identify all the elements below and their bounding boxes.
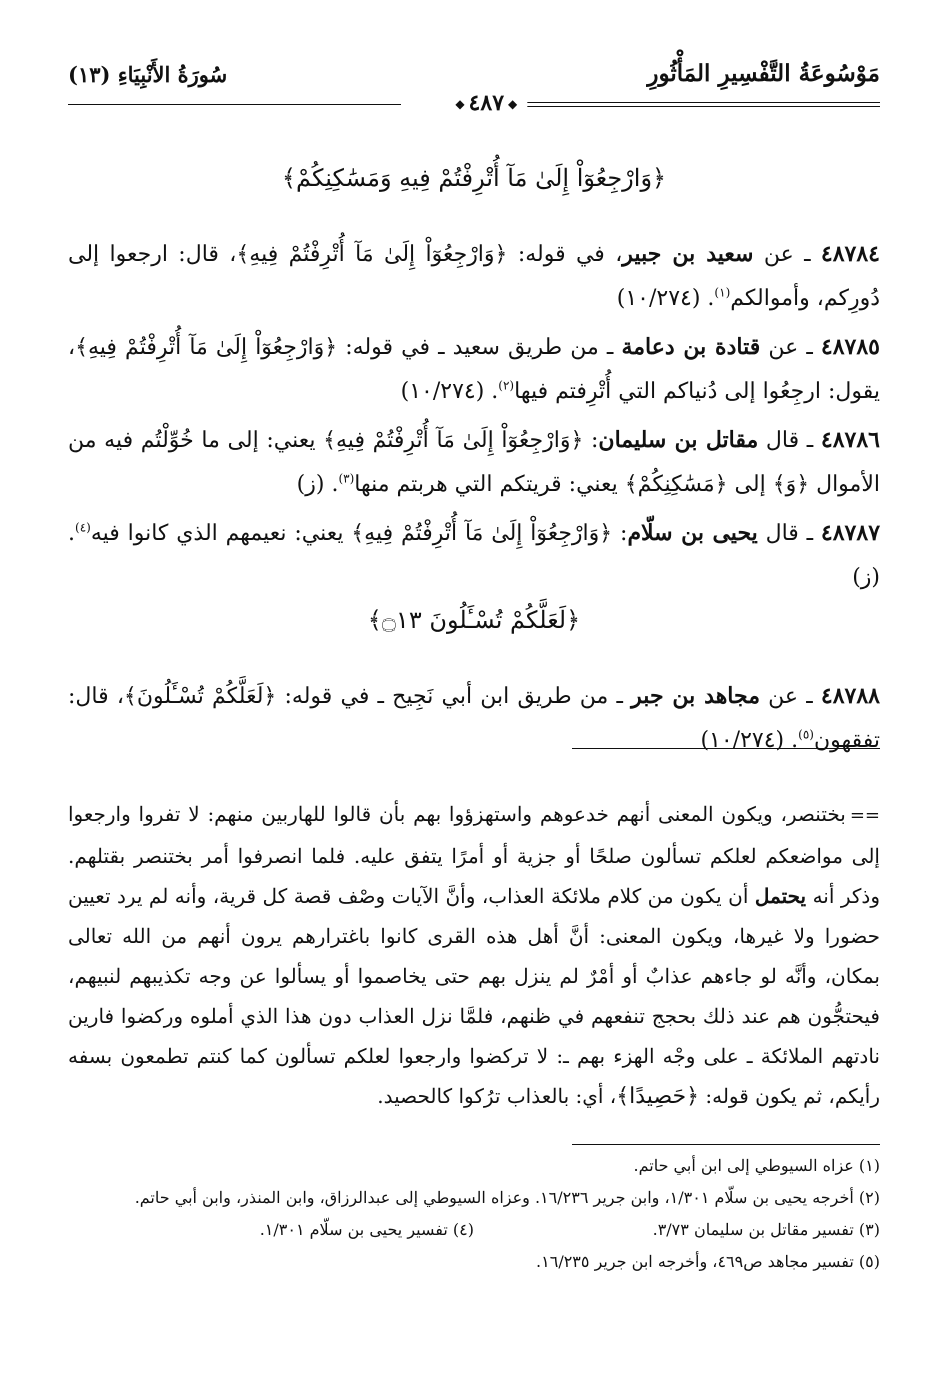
entries-list-2 xyxy=(68,674,880,767)
verse-heading: ﴿وَارْجِعُوٓاْ إِلَىٰ مَآ أُتْرِفْتُمْ فِيهِ وَمَسَٰكِنِكُمْ﴾ xyxy=(281,164,667,192)
entry-text: يعني: نعيمهم الذي كانوا فيه xyxy=(90,521,352,546)
entry-number: ٤٨٧٨٦ xyxy=(820,427,880,453)
quran-quote: ﴿وَارْجِعُوٓاْ إِلَىٰ مَآ أُتْرِفْتُمْ فِيهِ﴾ xyxy=(236,242,508,267)
entry-48785 xyxy=(68,325,880,414)
entry-text: ، يقول: ارجِعُوا إلى دُنياكم التي أُتْرِفتم فيها xyxy=(68,335,880,404)
entry-48784 xyxy=(68,232,880,321)
quran-quote: ﴿وَارْجِعُوٓاْ إِلَىٰ مَآ أُتْرِفْتُمْ فِيهِ﴾ xyxy=(323,428,584,453)
narrator-name: سعيد بن جبير xyxy=(622,241,754,267)
entry-48787 xyxy=(68,511,880,600)
footnote-ref: (٥) xyxy=(798,727,814,742)
entry-48786 xyxy=(68,418,880,507)
commentary-text: بختنصر، ويكون المعنى أنهم خدعوهم واستهزؤوا بهم بأن قالوا للهاربين منهم: لا تفروا وارجعوا إلى مواضعكم لعلكم تسألون صلحًا أو جزية أو أمرًا يتفق عليه. فلما انصرفوا أمر بختنصر بقتلهم. وذكر أنه xyxy=(68,802,880,908)
entry-text: ـ عن xyxy=(760,335,821,360)
entry-ref: . (١٠/٢٧٤) xyxy=(400,379,499,404)
footnote-1: (١) عزاه السيوطي إلى ابن أبي حاتم. xyxy=(633,1156,880,1175)
entry-number: ٤٨٧٨٤ xyxy=(820,241,880,267)
entry-number: ٤٨٧٨٥ xyxy=(820,334,880,360)
page xyxy=(68,0,880,1377)
ornament-icon: ◆ xyxy=(508,97,518,111)
entry-text: ـ من طريق سعيد ـ في قوله: xyxy=(337,335,622,360)
entry-ref: . (ز) xyxy=(296,472,339,497)
entry-ref: . (١٠/٢٧٤) xyxy=(700,728,799,753)
quran-quote: ﴿وَارْجِعُوٓاْ إِلَىٰ مَآ أُتْرِفْتُمْ فِيهِ﴾ xyxy=(75,335,338,360)
entry-text: ـ عن xyxy=(759,684,821,709)
page-header xyxy=(68,60,880,116)
entry-text: : xyxy=(583,428,599,453)
commentary-text: أن يكون من كلام ملائكة العذاب، وأنَّ الآيات وصْف قصة كل قرية، وأنه لم يرد تعيين حضورا ولا غيرها، ويكون المعنى: أنَّ أهل هذه القرى كانوا باغترارهم يرون أنهم من الله تعالى بمكان، وأنَّه لو جاءهم عذابٌ أو أمْرٌ لم ينزل بهم حتى يخاصموا أو يسألوا عن وجه تكذيبهم لنبيهم، فيحتجُّون هم عند ذلك بحجج تنفعهم في ظنهم، فلمَّا نزل العذاب دون هذا الذي أملوه وركضوا فارين نادتهم الملائكة ـ على وجْه الهزء بهم ـ: لا تركضوا وارجعوا لعلكم تسألون كما كنتم تطمعون بسفه رأيكم، ثم يكون قوله: xyxy=(68,884,880,1108)
footnote-4: (٤) تفسير يحيى بن سلّام ١/٣٠١. xyxy=(259,1220,474,1239)
entries-list xyxy=(68,232,880,604)
narrator-name: قتادة بن دعامة xyxy=(621,334,761,360)
ornament-icon: ◆ xyxy=(455,97,465,111)
footnote-ref: (١) xyxy=(714,285,731,300)
entry-ref: . (١٠/٢٧٤) xyxy=(616,286,715,311)
footnote-3: (٣) تفسير مقاتل بن سليمان ٣/٧٣. xyxy=(652,1220,880,1239)
continued-commentary xyxy=(68,794,880,1117)
footnote-ref: (٢) xyxy=(498,378,515,393)
entry-48788 xyxy=(68,674,880,763)
page-number: ٤٨٧ xyxy=(468,90,505,116)
header-rule-left xyxy=(68,104,401,105)
narrator-name: مقاتل بن سليمان xyxy=(598,427,759,453)
footnotes xyxy=(68,1150,880,1278)
footnote-ref: (٤) xyxy=(75,520,91,535)
entry-text: ـ من طريق ابن أبي نَجِيح ـ في قوله: xyxy=(276,684,632,709)
surah-title: سُورَةُ الأَنْبِيَاءِ (١٣) xyxy=(68,62,228,87)
header-rule-right xyxy=(523,102,880,103)
commentary-bold: يحتمل xyxy=(754,884,807,908)
entry-text: يعني: إلى ما خُوِّلْتُم فيه من الأموال ﴿وَ﴾ إلى ﴿مَسَٰكِنِكُمْ﴾ يعني: قريتكم التي هربتم منها xyxy=(68,428,880,497)
footnote-row xyxy=(68,1214,880,1246)
narrator-name: مجاهد بن جبر xyxy=(631,683,760,709)
entry-ref: . (ز) xyxy=(68,521,880,590)
footnote-5: (٥) تفسير مجاهد ص٤٦٩، وأخرجه ابن جرير ١٦/٢٣٥. xyxy=(536,1252,880,1271)
entry-text: ، قال: تفقهون xyxy=(68,684,880,753)
footnote-separator-2 xyxy=(572,1144,880,1145)
quran-quote: ﴿حَصِيدًا﴾ xyxy=(616,1084,700,1109)
entry-text: ، قال: ارجعوا إلى دُورِكم، وأموالكم xyxy=(68,242,880,311)
entry-text: ـ قال xyxy=(757,521,821,546)
verse-heading: ﴿لَعَلَّكُمْ تُسْـَٔلُونَ ۝١٣﴾ xyxy=(367,606,581,634)
book-title: مَوْسُوعَةُ التَّفْسِيرِ المَأْثُورِ xyxy=(647,60,880,87)
entry-text: ـ قال xyxy=(758,428,821,453)
quran-quote: ﴿وَارْجِعُوٓاْ إِلَىٰ مَآ أُتْرِفْتُمْ فِيهِ﴾ xyxy=(351,521,613,546)
footnote-separator xyxy=(572,748,880,749)
entry-number: ٤٨٧٨٨ xyxy=(820,683,880,709)
narrator-name: يحيى بن سلّام xyxy=(627,520,758,546)
entry-text: : xyxy=(612,521,628,546)
footnote-ref: (٣) xyxy=(338,471,355,486)
header-rule-right-2 xyxy=(523,106,880,107)
entry-number: ٤٨٧٨٧ xyxy=(820,520,881,546)
commentary-text: ، أي: بالعذاب ترُكوا كالحصيد. xyxy=(377,1084,617,1108)
continuation-mark: == xyxy=(849,805,880,826)
page-number-box xyxy=(445,90,527,116)
entry-text: ، في قوله: xyxy=(507,242,623,267)
footnote-2: (٢) أخرجه يحيى بن سلّام ١/٣٠١، وابن جرير ١٦/٢٣٦. وعزاه السيوطي إلى عبدالرزاق، وابن المنذر، وابن أبي حاتم. xyxy=(134,1188,880,1207)
quran-quote: ﴿لَعَلَّكُمْ تُسْـَٔلُونَ﴾ xyxy=(123,684,277,709)
entry-text: ـ عن xyxy=(753,242,821,267)
